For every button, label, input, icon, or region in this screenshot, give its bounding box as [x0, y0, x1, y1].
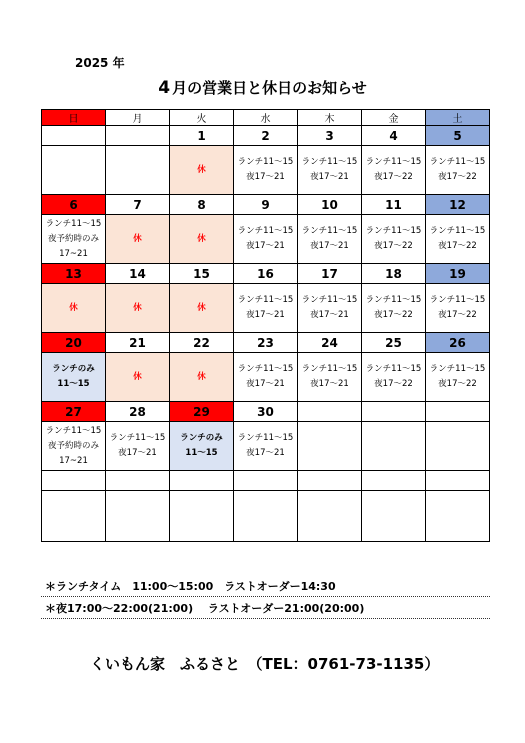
- date-cell: 30: [234, 402, 298, 422]
- lunch-hours: ランチ11～15: [301, 295, 358, 305]
- weekday-mon: 月: [106, 110, 170, 126]
- schedule-cell: [298, 353, 362, 402]
- empty-cell: [234, 471, 298, 491]
- lunch-hours: ランチ11～15: [45, 425, 102, 436]
- empty-cell: [170, 491, 234, 542]
- lunch-only-hours: 11～15: [57, 379, 90, 389]
- dinner-hours: 夜17～22: [438, 241, 477, 251]
- weekday-fri: 金: [362, 110, 426, 126]
- dinner-hours: 夜17～21: [246, 241, 285, 251]
- date-cell: 17: [298, 264, 362, 284]
- empty-row: [42, 471, 490, 491]
- schedule-cell: [426, 353, 490, 402]
- weekday-wed: 水: [234, 110, 298, 126]
- schedule-row: [42, 422, 490, 471]
- date-cell: 23: [234, 333, 298, 353]
- date-cell: 3: [298, 126, 362, 146]
- date-cell: [298, 402, 362, 422]
- dinner-hours: 夜17～21: [246, 448, 285, 458]
- lunch-hours: ランチ11～15: [429, 295, 486, 305]
- closed-cell: 休: [106, 284, 170, 333]
- date-cell: 28: [106, 402, 170, 422]
- date-cell: 13: [42, 264, 106, 284]
- dinner-hours: 夜17～21: [310, 379, 349, 389]
- closed-cell: 休: [106, 215, 170, 264]
- dinner-hours: 夜17～21: [246, 379, 285, 389]
- date-row: [42, 195, 490, 215]
- lunch-hours: ランチ11～15: [237, 157, 294, 167]
- reserve-note: 夜予約時のみ: [47, 233, 99, 244]
- schedule-cell: [298, 284, 362, 333]
- weekday-tue: 火: [170, 110, 234, 126]
- dinner-hours: 夜17～22: [438, 172, 477, 182]
- lunch-only-cell: [170, 422, 234, 471]
- schedule-row: [42, 353, 490, 402]
- schedule-cell: [234, 146, 298, 195]
- dotted-divider: [41, 596, 490, 597]
- title-month: 4: [158, 78, 171, 98]
- lunch-hours: ランチ11～15: [237, 433, 294, 443]
- schedule-cell: [362, 353, 426, 402]
- empty-cell: [298, 471, 362, 491]
- lunch-hours: ランチ11～15: [429, 364, 486, 374]
- schedule-row: [42, 284, 490, 333]
- weekday-thu: 木: [298, 110, 362, 126]
- year-label: 2025 年: [75, 56, 125, 70]
- schedule-cell: [234, 215, 298, 264]
- date-cell: [362, 402, 426, 422]
- date-cell: 16: [234, 264, 298, 284]
- dinner-hours: 夜17～21: [246, 172, 285, 182]
- date-cell: 7: [106, 195, 170, 215]
- lunch-hours: ランチ11～15: [301, 364, 358, 374]
- date-cell: 25: [362, 333, 426, 353]
- lunch-hours: ランチ11～15: [429, 226, 486, 236]
- lunch-hours: ランチ11～15: [109, 433, 166, 443]
- title-text: 月の営業日と休日のお知らせ: [172, 79, 367, 97]
- dinner-time-note: ＊夜17:00～22:00(21:00) ラストオーダー21:00(20:00): [45, 602, 365, 615]
- schedule-cell: [362, 146, 426, 195]
- lunch-hours: ランチ11～15: [237, 364, 294, 374]
- date-cell: 26: [426, 333, 490, 353]
- weekday-sat: 土: [426, 110, 490, 126]
- lunch-time-note: ＊ランチタイム 11:00～15:00 ラストオーダー14:30: [45, 580, 336, 593]
- lunch-only-cell: [42, 353, 106, 402]
- schedule-cell: [298, 215, 362, 264]
- closed-cell: 休: [42, 284, 106, 333]
- date-cell: 1: [170, 126, 234, 146]
- dinner-hours: 夜17～22: [374, 310, 413, 320]
- empty-cell: [170, 471, 234, 491]
- schedule-cell: [234, 422, 298, 471]
- closed-cell: 休: [170, 146, 234, 195]
- date-cell: [426, 402, 490, 422]
- lunch-hours: ランチ11～15: [301, 226, 358, 236]
- schedule-cell: [234, 284, 298, 333]
- date-cell: 14: [106, 264, 170, 284]
- closed-cell: 休: [170, 215, 234, 264]
- weekday-header-row: [42, 110, 490, 126]
- date-cell: 22: [170, 333, 234, 353]
- schedule-cell: [426, 215, 490, 264]
- schedule-cell: [234, 353, 298, 402]
- date-row: [42, 264, 490, 284]
- lunch-hours: ランチ11～15: [365, 295, 422, 305]
- date-cell: 5: [426, 126, 490, 146]
- lunch-hours: ランチ11～15: [365, 364, 422, 374]
- schedule-cell: [362, 284, 426, 333]
- date-cell: 15: [170, 264, 234, 284]
- page-title: [0, 77, 525, 98]
- date-cell: 12: [426, 195, 490, 215]
- date-cell: 8: [170, 195, 234, 215]
- empty-cell: [298, 491, 362, 542]
- schedule-cell-empty: [362, 422, 426, 471]
- schedule-row: [42, 215, 490, 264]
- schedule-cell: [42, 422, 106, 471]
- empty-cell: [426, 491, 490, 542]
- date-row: [42, 402, 490, 422]
- dinner-hours: 夜17～22: [374, 241, 413, 251]
- date-cell: 24: [298, 333, 362, 353]
- lunch-hours: ランチ11～15: [365, 226, 422, 236]
- lunch-hours: ランチ11～15: [365, 157, 422, 167]
- schedule-cell: [42, 215, 106, 264]
- date-cell: [42, 126, 106, 146]
- empty-cell: [42, 491, 106, 542]
- date-row: [42, 126, 490, 146]
- closed-cell: 休: [106, 353, 170, 402]
- dinner-hours: 夜17～21: [310, 310, 349, 320]
- date-cell: 9: [234, 195, 298, 215]
- dinner-hours: 夜17～21: [118, 448, 157, 458]
- schedule-row: [42, 146, 490, 195]
- date-cell: 2: [234, 126, 298, 146]
- lunch-hours: ランチ11～15: [429, 157, 486, 167]
- empty-row: [42, 491, 490, 542]
- lunch-only-hours: 11～15: [185, 448, 218, 458]
- shop-contact: くいもん家 ふるさと （TEL：0761-73-1135）: [90, 655, 440, 673]
- date-cell: 27: [42, 402, 106, 422]
- schedule-cell: [298, 146, 362, 195]
- lunch-only-label: ランチのみ: [52, 364, 95, 374]
- schedule-cell-empty: [106, 146, 170, 195]
- empty-cell: [362, 471, 426, 491]
- schedule-cell: [106, 422, 170, 471]
- closed-cell: 休: [170, 353, 234, 402]
- date-cell: 18: [362, 264, 426, 284]
- schedule-cell: [426, 284, 490, 333]
- date-cell: [106, 126, 170, 146]
- date-cell: 4: [362, 126, 426, 146]
- dinner-hours: 夜17～21: [246, 310, 285, 320]
- lunch-hours: ランチ11～15: [237, 226, 294, 236]
- date-cell: 10: [298, 195, 362, 215]
- lunch-hours: ランチ11～15: [237, 295, 294, 305]
- date-cell: 6: [42, 195, 106, 215]
- reserve-note: 夜予約時のみ: [47, 440, 99, 451]
- empty-cell: [362, 491, 426, 542]
- lunch-only-label: ランチのみ: [180, 433, 223, 443]
- schedule-cell-empty: [426, 422, 490, 471]
- lunch-hours: ランチ11～15: [301, 157, 358, 167]
- reserve-hours: 17~21: [59, 248, 88, 259]
- dinner-hours: 夜17～22: [374, 172, 413, 182]
- date-cell: 20: [42, 333, 106, 353]
- dinner-hours: 夜17～22: [438, 379, 477, 389]
- closed-cell: 休: [170, 284, 234, 333]
- lunch-hours: ランチ11～15: [45, 218, 102, 229]
- calendar-table: [41, 109, 490, 542]
- dinner-hours: 夜17～22: [438, 310, 477, 320]
- empty-cell: [426, 471, 490, 491]
- empty-cell: [42, 471, 106, 491]
- date-cell: 19: [426, 264, 490, 284]
- weekday-sun: 日: [42, 110, 106, 126]
- empty-cell: [106, 491, 170, 542]
- empty-cell: [234, 491, 298, 542]
- schedule-cell: [426, 146, 490, 195]
- date-cell: 29: [170, 402, 234, 422]
- date-row: [42, 333, 490, 353]
- dinner-hours: 夜17～21: [310, 241, 349, 251]
- dotted-divider: [41, 618, 490, 619]
- schedule-cell: [362, 215, 426, 264]
- date-cell: 21: [106, 333, 170, 353]
- empty-cell: [106, 471, 170, 491]
- reserve-hours: 17~21: [59, 455, 88, 466]
- dinner-hours: 夜17～22: [374, 379, 413, 389]
- schedule-cell-empty: [42, 146, 106, 195]
- schedule-cell-empty: [298, 422, 362, 471]
- dinner-hours: 夜17～21: [310, 172, 349, 182]
- date-cell: 11: [362, 195, 426, 215]
